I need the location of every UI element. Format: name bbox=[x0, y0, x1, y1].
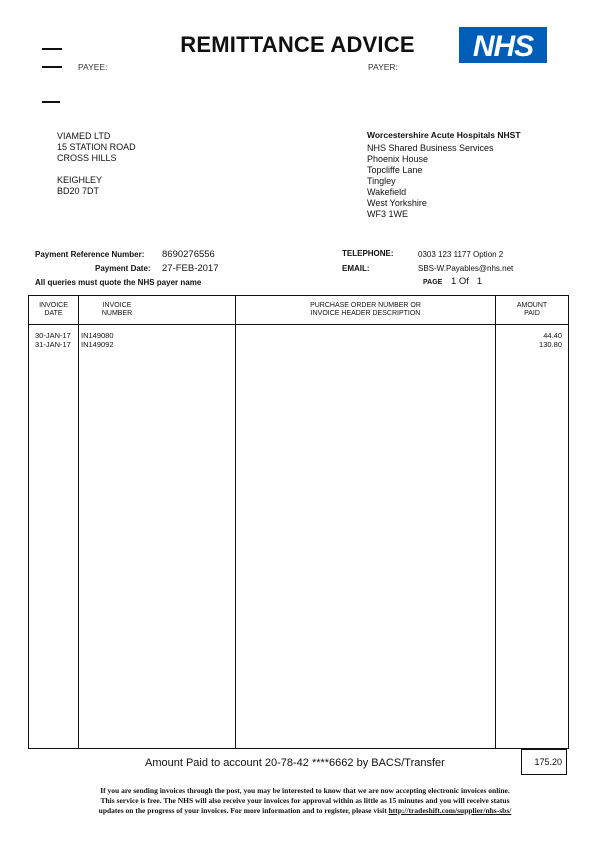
payment-date-value: 27-FEB-2017 bbox=[162, 263, 219, 274]
telephone-value: 0303 123 1177 Option 2 bbox=[418, 250, 504, 259]
table-header-row bbox=[29, 296, 569, 325]
footer-line-2: This service is free. The NHS will also receive your invoices for approval within as little as 15 minutes and you will receive status bbox=[100, 796, 510, 805]
row-amount: 44.40 bbox=[543, 331, 562, 340]
footer-line-3 bbox=[40, 806, 570, 816]
nhs-logo-text: NHS bbox=[472, 30, 534, 63]
footer-note bbox=[40, 786, 570, 816]
payer-line: Tingley bbox=[367, 176, 396, 186]
total-amount: 175.20 bbox=[521, 749, 567, 775]
payer-label: PAYER: bbox=[368, 62, 398, 72]
payment-date-label: Payment Date: bbox=[95, 264, 151, 273]
payer-line: West Yorkshire bbox=[367, 198, 427, 208]
tradeshift-link[interactable]: http://tradeshift.com/supplier/nhs-sbs/ bbox=[388, 806, 512, 815]
row-number: IN149092 bbox=[81, 340, 114, 349]
row-date: 30-JAN-17 bbox=[35, 331, 71, 340]
amount-paid-text: Amount Paid to account 20-78-42 ****6662 by BACS/Transfer bbox=[145, 757, 445, 769]
header-amount-paid: AMOUNT PAID bbox=[496, 296, 569, 325]
footer-line-3-text: updates on the progress of your invoices. For more information and to register, please visit bbox=[98, 806, 387, 815]
payee-line: 15 STATION ROAD bbox=[57, 142, 136, 152]
payment-reference-label: Payment Reference Number: bbox=[35, 250, 145, 259]
row-number: IN149080 bbox=[81, 331, 114, 340]
page-value: 1 Of 1 bbox=[451, 276, 483, 287]
document-title: REMITTANCE ADVICE bbox=[180, 32, 415, 57]
col-invoice-date bbox=[29, 325, 79, 749]
nhs-logo bbox=[459, 27, 547, 63]
col-po-description bbox=[236, 325, 496, 749]
payer-line: WF3 1WE bbox=[367, 209, 409, 219]
payee-line: KEIGHLEY bbox=[57, 175, 103, 185]
mark-dash-1 bbox=[42, 48, 62, 50]
payer-line: NHS Shared Business Services bbox=[367, 143, 494, 153]
row-amount: 130.80 bbox=[539, 340, 562, 349]
payee-line: BD20 7DT bbox=[57, 186, 100, 196]
payee-label: PAYEE: bbox=[78, 62, 108, 72]
col-amount-paid bbox=[496, 325, 569, 749]
payee-address bbox=[57, 131, 136, 197]
payment-reference-value: 8690276556 bbox=[162, 249, 215, 260]
invoice-table bbox=[28, 295, 569, 749]
footer-line-1: If you are sending invoices through the post, you may be interested to know that we are now accepting electronic invoices online. bbox=[100, 786, 510, 795]
email-value: SBS-W.Payables@nhs.net bbox=[418, 264, 514, 273]
payer-name: Worcestershire Acute Hospitals NHST bbox=[367, 130, 521, 140]
header-invoice-date: INVOICE DATE bbox=[29, 296, 79, 325]
payer-line: Wakefield bbox=[367, 187, 407, 197]
row-date: 31-JAN-17 bbox=[35, 340, 71, 349]
payer-line: Phoenix House bbox=[367, 154, 429, 164]
email-label: EMAIL: bbox=[342, 264, 370, 273]
payee-line: CROSS HILLS bbox=[57, 153, 117, 163]
payer-address bbox=[367, 130, 521, 220]
table-body bbox=[29, 325, 569, 749]
mark-dash-2 bbox=[42, 66, 62, 68]
payer-line: Topcliffe Lane bbox=[367, 165, 423, 175]
header-po-description: PURCHASE ORDER NUMBER OR INVOICE HEADER DESCRIPTION bbox=[236, 296, 496, 325]
page-label: PAGE bbox=[423, 279, 443, 286]
header-invoice-number: INVOICE NUMBER bbox=[79, 296, 236, 325]
telephone-label: TELEPHONE: bbox=[342, 249, 394, 258]
col-invoice-number bbox=[79, 325, 236, 749]
mark-dash-3 bbox=[42, 101, 60, 103]
payee-line bbox=[57, 164, 136, 175]
payee-line: VIAMED LTD bbox=[57, 131, 111, 141]
quote-note: All queries must quote the NHS payer name bbox=[35, 278, 202, 287]
